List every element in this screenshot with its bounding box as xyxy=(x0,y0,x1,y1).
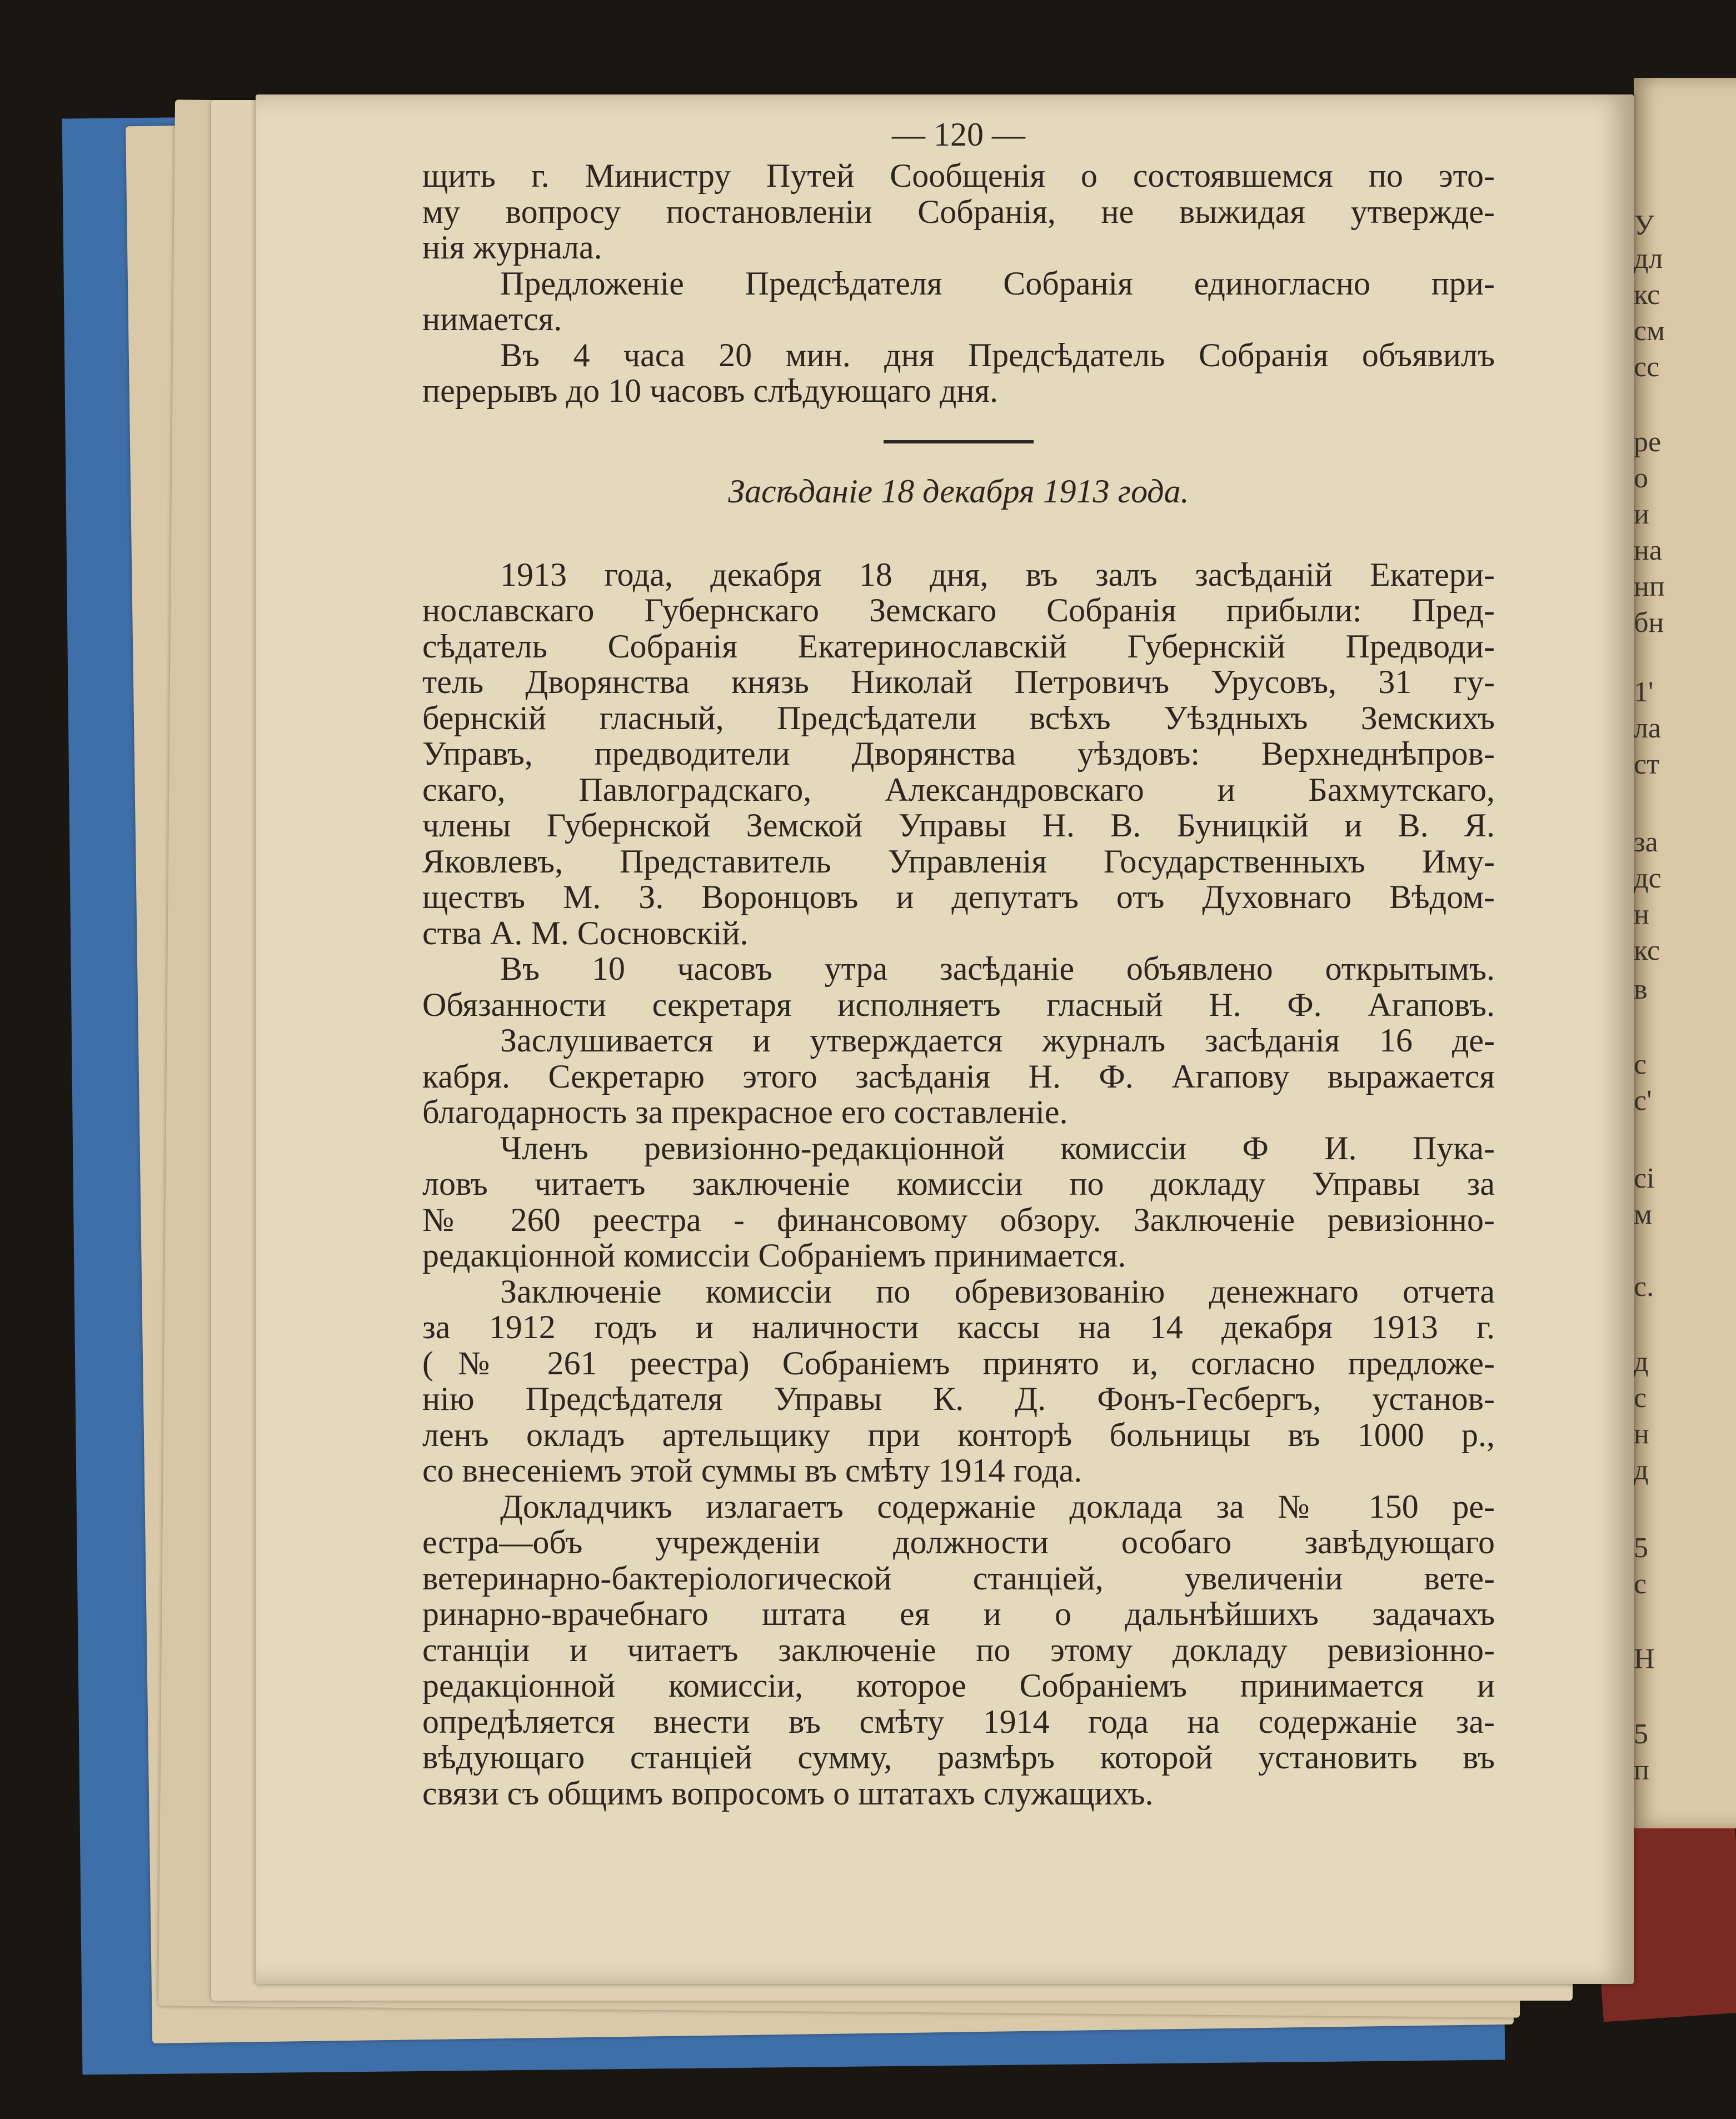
text-line: ловъ читаетъ заключеніе комиссіи по докладу Управы за xyxy=(422,1165,1495,1202)
text-line: связи съ общимъ вопросомъ о штатахъ служащихъ. xyxy=(422,1774,1154,1812)
text-line: со внесеніемъ этой суммы въ смѣту 1914 года. xyxy=(422,1452,1082,1489)
facing-fragment: на xyxy=(1634,535,1662,566)
facing-fragment: и xyxy=(1634,498,1649,530)
facing-fragment: п xyxy=(1634,1754,1649,1786)
text-line: бернскій гласный, Предсѣдатели всѣхъ Уѣздныхъ Земскихъ xyxy=(422,699,1495,736)
text-line: тель Дворянства князь Николай Петровичъ Урусовъ, 31 гу- xyxy=(422,664,1495,700)
text-line: нимается. xyxy=(422,301,562,337)
facing-fragment: д xyxy=(1634,1454,1649,1486)
facing-fragment: 5 xyxy=(1634,1718,1648,1750)
text-line: ществъ М. З. Воронцовъ и депутатъ отъ Духовнаго Вѣдом- xyxy=(422,879,1495,915)
text-line: Обязанности секретаря исполняетъ гласный Н. Ф. Агаповъ. xyxy=(422,986,1495,1023)
text-line: нію Предсѣдателя Управы К. Д. Фонъ-Гесбергъ, установ- xyxy=(422,1380,1495,1417)
book-page xyxy=(256,94,1634,1984)
text-line: Заключеніе комиссіи по обревизованію денежнаго отчета xyxy=(500,1273,1495,1310)
page-text xyxy=(422,117,1495,1811)
text-line: Докладчикъ излагаетъ содержаніе доклада за № 150 ре- xyxy=(500,1488,1495,1525)
text-line: нославскаго Губернскаго Земскаго Собранія прибыли: Пред- xyxy=(422,592,1495,629)
facing-fragment: дл xyxy=(1634,243,1663,275)
text-line: № 260 реестра - финансовому обзору. Заключеніе ревизіонно- xyxy=(422,1201,1495,1238)
text-line: вѣдующаго станціей сумму, размѣръ которой установить въ xyxy=(422,1739,1495,1776)
facing-fragment: см xyxy=(1634,315,1665,347)
section-divider xyxy=(884,440,1034,443)
facing-fragment: за xyxy=(1634,826,1658,858)
facing-fragment: ст xyxy=(1634,749,1659,780)
text-line: Заслушивается и утверждается журналъ засѣданія 16 де- xyxy=(500,1022,1495,1059)
text-line: му вопросу постановленіи Собранія, не выжидая утвержде- xyxy=(422,193,1495,230)
facing-fragment: сі xyxy=(1634,1163,1655,1194)
facing-fragment: кс xyxy=(1634,935,1660,966)
facing-fragment: м xyxy=(1634,1199,1652,1230)
facing-fragment: с xyxy=(1634,1382,1647,1414)
text-line: естра—объ учрежденіи должности особаго завѣдующаго xyxy=(422,1524,1495,1560)
facing-fragment: сс xyxy=(1634,351,1660,383)
text-line: скаго, Павлоградскаго, Александровскаго и Бахмутскаго, xyxy=(422,771,1495,808)
text-line: перерывъ до 10 часовъ слѣдующаго дня. xyxy=(422,372,999,409)
facing-fragment: нп xyxy=(1634,571,1665,602)
text-line: Въ 4 часа 20 мин. дня Предсѣдатель Собранія объявилъ xyxy=(500,336,1495,373)
text-line: щить г. Министру Путей Сообщенія о состоявшемся по это- xyxy=(422,157,1495,194)
facing-fragment: о xyxy=(1634,462,1648,494)
text-line: Предложеніе Предсѣдателя Собранія единогласно при- xyxy=(500,265,1495,302)
text-line: ринарно-врачебнаго штата ея и о дальнѣйшихъ задачахъ xyxy=(422,1596,1495,1632)
text-line: нія журнала. xyxy=(422,229,602,266)
text-line: Управъ, предводители Дворянства уѣздовъ: Верхнеднѣпров- xyxy=(422,735,1495,772)
text-line: благодарность за прекрасное его составленіе. xyxy=(422,1094,1068,1130)
text-line: Яковлевъ, Представитель Управленія Государственныхъ Иму- xyxy=(422,842,1495,880)
text-line: станціи и читаетъ заключеніе по этому докладу ревизіонно- xyxy=(422,1631,1495,1668)
text-line: сѣдатель Собранія Екатеринославскій Губернскій Предводи- xyxy=(422,627,1495,665)
facing-fragment: с xyxy=(1634,1568,1647,1600)
text-line: ветеринарно-бактеріологической станціей, увеличеніи вете- xyxy=(422,1559,1495,1597)
facing-fragment: д xyxy=(1634,1346,1649,1378)
text-line: опредѣляется внести въ смѣту 1914 года на содержаніе за- xyxy=(422,1703,1495,1740)
facing-fragment: с. xyxy=(1634,1271,1654,1303)
text-line: ства А. М. Сосновскій. xyxy=(422,914,749,951)
text-line: Въ 10 часовъ утра засѣданіе объявлено открытымъ. xyxy=(500,950,1495,987)
facing-fragment: кс xyxy=(1634,279,1660,311)
page-number: — 120 — xyxy=(892,116,1025,153)
text-line: кабря. Секретарю этого засѣданія Н. Ф. Агапову выражается xyxy=(422,1058,1495,1095)
facing-fragment: с' xyxy=(1634,1085,1652,1116)
facing-fragment: бн xyxy=(1634,607,1664,639)
facing-fragment: У xyxy=(1634,210,1654,241)
text-line: за 1912 годъ и наличности кассы на 14 декабря 1913 г. xyxy=(422,1309,1495,1345)
section-heading: Засѣданіе 18 декабря 1913 года. xyxy=(728,472,1189,510)
facing-fragment: с xyxy=(1634,1049,1647,1080)
facing-page xyxy=(1634,78,1736,1828)
text-line: члены Губернской Земской Управы Н. В. Буницкій и В. Я. xyxy=(422,807,1495,844)
text-line: Членъ ревизіонно-редакціонной комиссіи Ф И. Пука- xyxy=(500,1129,1495,1166)
facing-fragment: 5 xyxy=(1634,1532,1648,1564)
facing-fragment: в xyxy=(1634,974,1648,1005)
facing-fragment: н xyxy=(1634,899,1649,930)
text-line: 1913 года, декабря 18 дня, въ залъ засѣданій Екатери- xyxy=(500,556,1495,593)
facing-fragment: ре xyxy=(1634,426,1662,458)
facing-fragment: Н xyxy=(1634,1643,1655,1675)
facing-fragment: ла xyxy=(1634,712,1662,744)
facing-fragment: н xyxy=(1634,1418,1649,1450)
facing-fragment: 1' xyxy=(1634,676,1654,708)
text-line: (№ 261 реестра) Собраніемъ принято и, согласно предложе- xyxy=(422,1344,1495,1382)
text-line: ленъ окладъ артельщику при конторѣ больницы въ 1000 р., xyxy=(422,1416,1495,1453)
text-line: редакціонной комиссіи Собраніемъ принимается. xyxy=(422,1237,1126,1274)
facing-fragment: дс xyxy=(1634,862,1662,894)
text-line: редакціонной комиссіи, которое Собраніемъ принимается и xyxy=(422,1667,1495,1704)
